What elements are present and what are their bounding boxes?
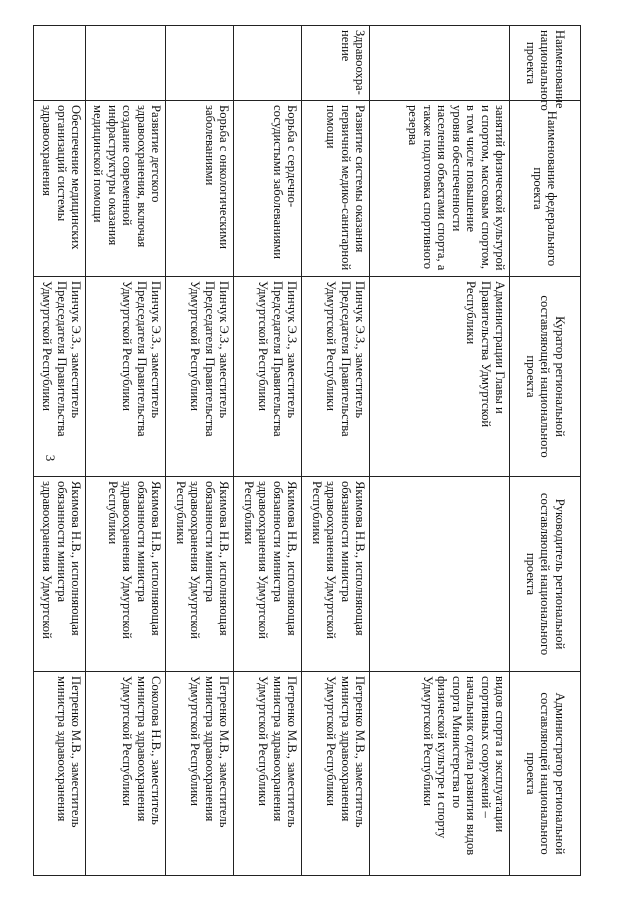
cell-leader: Якимова Н.В., исполняющая обязанности министра здравоохранения Удмуртской — [34, 477, 86, 672]
header-curator: Куратор региональной составляющей национального проекта — [510, 277, 581, 477]
cell-federal: Развитие детского здравоохранения, включая создание современной инфраструктуры оказания медицинской помощи — [86, 101, 166, 277]
cell-national — [166, 26, 234, 101]
cell-curator: Пинчук Э.З., заместитель Председателя Правительства Удмуртской Республики — [34, 277, 86, 477]
cell-federal: Борьба с сердечно-сосудистыми заболеваниями — [234, 101, 302, 277]
cell-administrator: видов спорта и эксплуатации спортивных сооружений – начальник отдела развития видов спорта Министерства по физической культуре и спорту Удмуртской Республики — [370, 672, 510, 876]
cell-leader: Якимова Н.В., исполняющая обязанности министра здравоохранения Удмуртской Республики — [234, 477, 302, 672]
cell-national — [370, 26, 510, 101]
rotated-table-container — [40, 25, 581, 875]
page-number: 3 — [43, 454, 58, 462]
table-row — [166, 26, 234, 876]
table-row — [302, 26, 370, 876]
cell-curator: Пинчук Э.З., заместитель Председателя Правительства Удмуртской Республики — [302, 277, 370, 477]
cell-leader: Якимова Н.В., исполняющая обязанности министра здравоохранения Удмуртской Республики — [86, 477, 166, 672]
cell-curator: Администрации Главы и Правительства Удмуртской Республики — [370, 277, 510, 477]
table-header-row — [510, 26, 581, 876]
cell-federal: Борьба с онкологическими заболеваниями — [166, 101, 234, 277]
cell-federal: Развитие системы оказания первичной медико-санитарной помощи — [302, 101, 370, 277]
cell-national — [34, 26, 86, 101]
cell-administrator: Петренко М.В., заместитель министра здравоохранения Удмуртской Республики — [302, 672, 370, 876]
header-federal-project: Наименование федерального проекта — [510, 101, 581, 277]
cell-federal: Обеспечение медицинских организаций системы здравоохранения — [34, 101, 86, 277]
cell-administrator: Петренко М.В., заместитель министра здравоохранения Удмуртской Республики — [234, 672, 302, 876]
cell-curator: Пинчук Э.З., заместитель Председателя Правительства Удмуртской Республики — [86, 277, 166, 477]
cell-administrator: Соколова Н.В., заместитель министра здравоохранения Удмуртской Республики — [86, 672, 166, 876]
cell-leader: Якимова Н.В., исполняющая обязанности министра здравоохранения Удмуртской Республики — [166, 477, 234, 672]
cell-federal: занятий физической культурой и спортом, массовым спортом, в том числе повышение уровня обеспеченности населения объектами спорта, а также подготовка спортивного резерва — [370, 101, 510, 277]
projects-table — [33, 25, 581, 876]
header-administrator: Администратор региональной составляющей национального проекта — [510, 672, 581, 876]
cell-administrator: Петренко М.В., заместитель министра здравоохранения Удмуртской Республики — [166, 672, 234, 876]
cell-national: Здравоохра-нение — [302, 26, 370, 101]
table-row — [86, 26, 166, 876]
table-row — [234, 26, 302, 876]
cell-national — [86, 26, 166, 101]
cell-curator: Пинчук Э.З., заместитель Председателя Правительства Удмуртской Республики — [166, 277, 234, 477]
header-leader: Руководитель региональной составляющей национального проекта — [510, 477, 581, 672]
cell-national — [234, 26, 302, 101]
cell-leader — [370, 477, 510, 672]
cell-administrator: Петренко М.В., заместитель министра здравоохранения — [34, 672, 86, 876]
header-national-project: Наименование национального проекта — [510, 26, 581, 101]
table-row — [34, 26, 86, 876]
table-row — [370, 26, 510, 876]
cell-leader: Якимова Н.В., исполняющая обязанности министра здравоохранения Удмуртской Республики — [302, 477, 370, 672]
cell-curator: Пинчук Э.З., заместитель Председателя Правительства Удмуртской Республики — [234, 277, 302, 477]
